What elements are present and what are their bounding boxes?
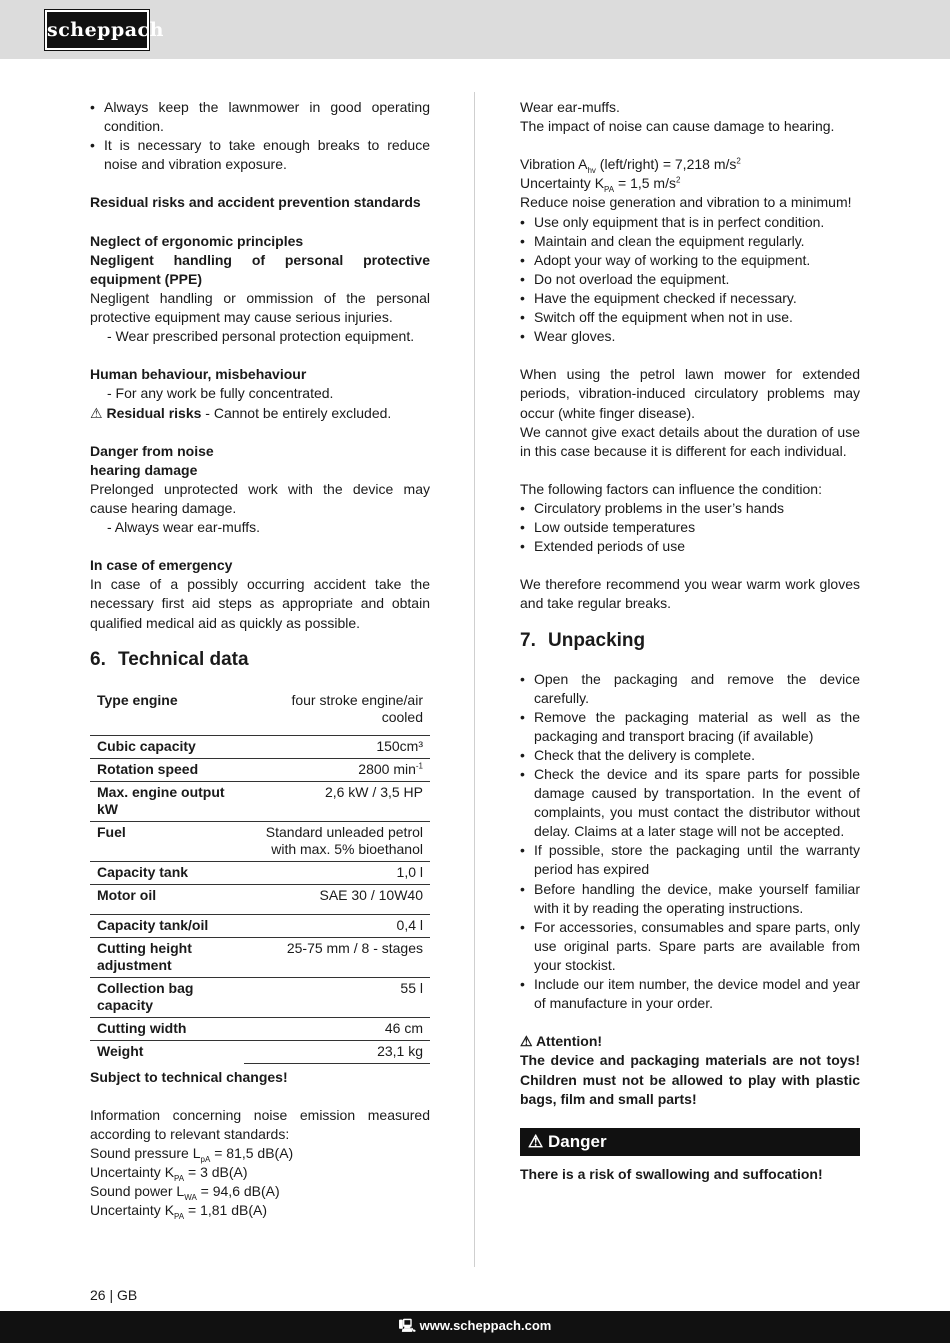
paragraph: The following factors can influence the condition:: [520, 480, 822, 497]
warning-icon: ⚠: [520, 1033, 533, 1050]
table-row: Collection bag capacity 55 l: [90, 977, 430, 1017]
paragraph: - Always wear ear-muffs.: [107, 519, 261, 536]
paragraph: In case of a possibly occurring accident take the necessary first aid steps as appropriate and obtain qualified medical aid as quickly as possible.: [90, 576, 430, 631]
paragraph: Wear ear-muffs.: [520, 99, 620, 115]
table-row: Capacity tank 1,0 l: [90, 861, 430, 884]
list-item: • Do not overload the equipment.: [520, 270, 860, 289]
vibration-uncertainty: Uncertainty $K_{PA} = 1,5$ $m/s^2$: [520, 175, 681, 195]
attention-heading: ⚠ Attention!: [520, 1033, 603, 1050]
section-heading: In case of emergency: [90, 557, 233, 574]
list-item: • Low outside temperatures: [520, 518, 860, 537]
section-title: 6. Technical data: [90, 648, 249, 670]
paragraph: Information concerning noise emission measured according to relevant standards:: [90, 1106, 430, 1142]
section-heading: Residual risks and accident prevention standards: [90, 194, 421, 211]
monitor-icon: 🖳: [398, 1318, 416, 1333]
list-item: • Include our item number, the device model and year of manufacture in your order.: [520, 975, 860, 1013]
paragraph: We cannot give exact details about the duration of use in this case because it is different for each individual.: [520, 423, 860, 459]
left-column: [90, 98, 430, 1220]
header-bar: [0, 0, 950, 59]
brand-logo: scheppach: [45, 10, 149, 50]
paragraph: When using the petrol lawn mower for extended periods, vibration-induced circulatory problems may occur (white finger disease).: [520, 366, 860, 421]
list-item: • Circulatory problems in the user’s hands: [520, 499, 860, 518]
danger-banner: ⚠ Danger: [520, 1128, 860, 1156]
section-heading: Human behaviour, misbehaviour: [90, 366, 307, 383]
page-number: 26 | GB: [90, 1287, 138, 1303]
table-row: Fuel Standard unleaded petrol with max. 5% bioethanol: [90, 821, 430, 861]
uncertainty: Uncertainty $K_{PA} = 3$ dB(A): [90, 1164, 248, 1183]
paragraph: There is a risk of swallowing and suffocation!: [520, 1165, 823, 1182]
section-heading: Neglect of ergonomic principles: [90, 232, 304, 249]
table-row: Type engine four stroke engine/air cooled: [90, 688, 430, 736]
list-item: • Extended periods of use: [520, 537, 860, 556]
paragraph: - Wear prescribed personal protection equipment.: [107, 328, 415, 345]
table-row: Motor oil SAE 30 / 10W40: [90, 884, 430, 914]
list-item: • It is necessary to take enough breaks to reduce noise and vibration exposure.: [90, 136, 430, 174]
vibration-value: Vibration $A_{hv}$ (left/right) = 7,218 $m/s^2$: [520, 156, 741, 176]
list-item: • Have the equipment checked if necessary.: [520, 289, 860, 308]
section-heading: Danger from noise: [90, 442, 214, 459]
list-item: • Check that the delivery is complete.: [520, 746, 860, 765]
right-column: [520, 98, 860, 1184]
section-heading: Negligent handling of personal protective equipment (PPE): [90, 251, 430, 287]
warning-icon: ⚠: [528, 1131, 544, 1151]
table-row: Cubic capacity 150cm³: [90, 735, 430, 758]
table-row: Cutting height adjustment 25-75 mm / 8 - stages: [90, 937, 430, 977]
column-divider: [474, 92, 475, 1267]
section-heading: hearing damage: [90, 461, 198, 478]
list-item: • Before handling the device, make yourself familiar with it by reading the operating instructions.: [520, 880, 860, 918]
list-item: • Check the device and its spare parts for possible damage caused by transportation. In the event of complaints, you must contact the distributor without delay. Claims at a later stage will not be accepted.: [520, 765, 860, 841]
uncertainty: Uncertainty $K_{PA} = 1,81$ dB(A): [90, 1202, 268, 1222]
paragraph: Reduce noise generation and vibration to a minimum!: [520, 194, 852, 211]
paragraph: Prelonged unprotected work with the device may cause hearing damage.: [90, 480, 430, 516]
table-row: Weight 23,1 kg: [90, 1040, 430, 1063]
paragraph: Subject to technical changes!: [90, 1068, 288, 1085]
list-item: • Remove the packaging material as well as the packaging and transport bracing (if available): [520, 708, 860, 746]
table-row: Max. engine output kW 2,6 kW / 3,5 HP: [90, 781, 430, 821]
paragraph: We therefore recommend you wear warm work gloves and take regular breaks.: [520, 576, 860, 612]
footer-bar: [0, 1311, 950, 1343]
list-item: • Open the packaging and remove the device carefully.: [520, 670, 860, 708]
list-item: • Wear gloves.: [520, 327, 860, 346]
paragraph: Negligent handling or ommission of the personal protective equipment may cause serious injuries.: [90, 289, 430, 326]
list-item: • If possible, store the packaging until the warranty period has expired: [520, 841, 860, 879]
residual-risks-line: ⚠ Residual risks - Cannot be entirely excluded.: [90, 404, 392, 421]
sound-pressure: Sound pressure $L_{pA} = 81,5$ dB(A): [90, 1145, 294, 1164]
list-item: • Use only equipment that is in perfect condition.: [520, 213, 860, 232]
warning-icon: ⚠: [90, 404, 103, 421]
list-item: • Adopt your way of working to the equipment.: [520, 251, 860, 270]
list-item: • For accessories, consumables and spare parts, only use original parts. Spare parts are available from your stockist.: [520, 918, 860, 975]
paragraph: - For any work be fully concentrated.: [107, 385, 334, 402]
website-link[interactable]: www.scheppach.com: [419, 1318, 552, 1333]
list-item: • Maintain and clean the equipment regularly.: [520, 232, 860, 251]
table-row: Capacity tank/oil 0,4 l: [90, 914, 430, 937]
sound-power: Sound power $L_{WA} = 94,6$ dB(A): [90, 1183, 280, 1202]
list-item: • Always keep the lawnmower in good operating condition.: [90, 98, 430, 136]
paragraph: The device and packaging materials are not toys! Children must not be allowed to play with plastic bags, film and small parts!: [520, 1052, 860, 1107]
list-item: • Switch off the equipment when not in use.: [520, 308, 860, 327]
table-row: Cutting width 46 cm: [90, 1017, 430, 1040]
table-row: Rotation speed 2800 $\min^{-1}$: [90, 758, 430, 781]
section-title: 7. Unpacking: [520, 629, 646, 651]
paragraph: The impact of noise can cause damage to hearing.: [520, 118, 835, 135]
technical-data-table: [90, 688, 430, 1064]
